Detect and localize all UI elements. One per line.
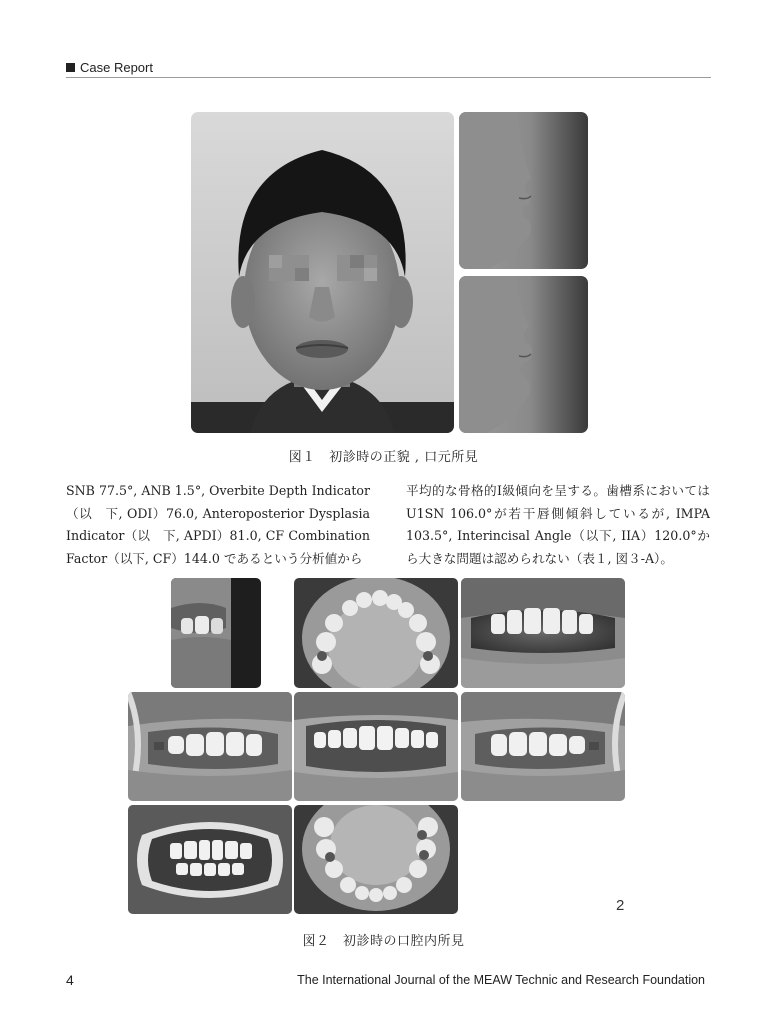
journal-title: The International Journal of the MEAW Technic and Research Foundation (297, 973, 705, 987)
body-right-paragraph: 平均的な骨格的Ⅰ級傾向を呈する。歯槽系においてはU1SN 106.0°が若干唇側傾斜しているが, IMPA 103.5°, Interincisal Angle（以下, IIA）120.0°から大きな問題は認められない（表１, 図３-A）。 (406, 483, 710, 566)
stray-mark: 2 (616, 897, 625, 914)
frontal-occlusion-photo (294, 692, 458, 801)
mandibular-occlusal-photo (294, 805, 458, 914)
section-header (66, 60, 711, 75)
figure1-caption: 図１ 初診時の正貌 , 口元所見 (288, 450, 479, 465)
buccal-closeup-photo (171, 578, 261, 688)
lateral-profile-lips-photo (459, 276, 588, 433)
left-buccal-photo (461, 692, 625, 801)
square-bullet-icon (66, 63, 75, 72)
section-label: Case Report (80, 60, 153, 75)
body-left-paragraph: SNB 77.5°, ANB 1.5°, Overbite Depth Indicator（以 下, ODI）76.0, Anteroposterior Dysplasia Indicator（以 下, APDI）81.0, CF Combination Factor（以下, CF）144.0 であるという分析値から (66, 483, 370, 566)
body-right-column (406, 480, 710, 570)
frontal-face-photo (191, 112, 454, 433)
header-rule (66, 77, 711, 78)
page-number: 4 (66, 972, 74, 988)
lateral-profile-rest-photo (459, 112, 588, 269)
maxillary-occlusal-photo (294, 578, 458, 688)
right-buccal-photo (128, 692, 292, 801)
body-left-column (66, 480, 370, 570)
figure2-caption: 図２ 初診時の口腔内所見 (302, 934, 465, 949)
retracted-frontal-photo (128, 805, 292, 914)
upper-anterior-photo (461, 578, 625, 688)
